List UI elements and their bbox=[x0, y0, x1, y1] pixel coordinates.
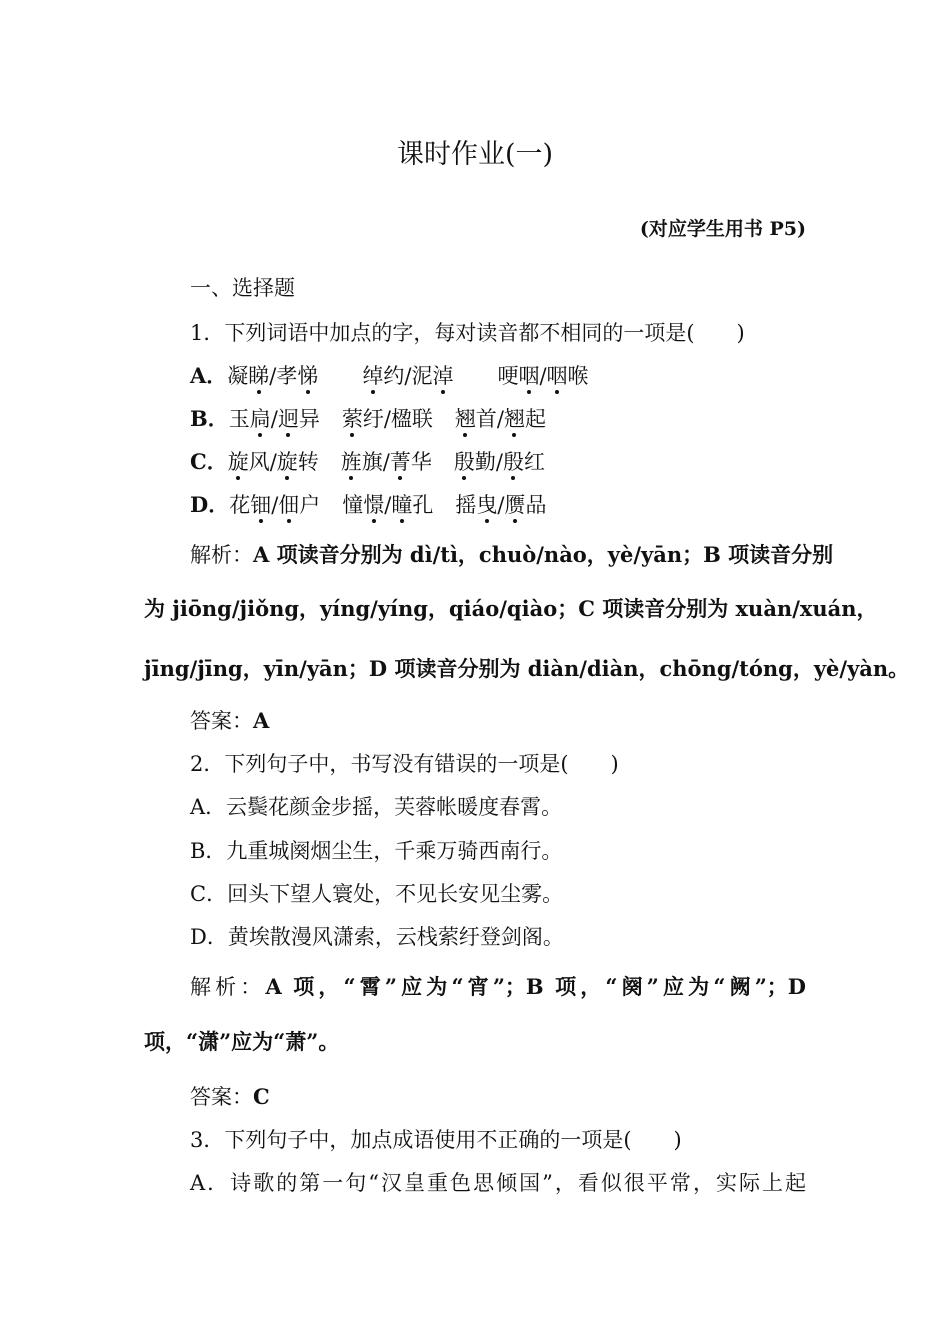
word-pair: 旌旗/菁华 bbox=[341, 450, 432, 474]
dotted-char: 睇 bbox=[248, 361, 269, 391]
dotted-char: 迥 bbox=[278, 404, 299, 434]
dotted-char: 扃 bbox=[250, 404, 271, 434]
section-heading: 一、选择题 bbox=[190, 276, 295, 300]
dotted-char: 憬 bbox=[363, 490, 384, 520]
textbook-reference: (对应学生用书 P5) bbox=[639, 218, 806, 240]
option-label: B． bbox=[190, 406, 229, 431]
answer-value: C bbox=[253, 1084, 270, 1109]
dotted-char: 殷 bbox=[454, 447, 475, 477]
word-pair: 萦纡/楹联 bbox=[342, 407, 433, 431]
dotted-char: 钿 bbox=[250, 490, 271, 520]
dotted-char: 佃 bbox=[278, 490, 299, 520]
question-1-analysis bbox=[190, 540, 834, 570]
page-title: 课时作业(一) bbox=[396, 139, 554, 170]
word-pair: 翘首/翘起 bbox=[455, 407, 546, 431]
question-1-option-a bbox=[190, 361, 589, 391]
word-pair: 玉扃/迥异 bbox=[229, 407, 320, 431]
dotted-char: 旋 bbox=[277, 447, 298, 477]
question-1-option-b bbox=[190, 404, 546, 434]
dotted-char: 咽 bbox=[547, 361, 568, 391]
option-label: C． bbox=[190, 449, 228, 474]
dotted-char: 菁 bbox=[390, 447, 411, 477]
option-label: A． bbox=[190, 363, 228, 388]
word-pair: 绰约/泥淖 bbox=[362, 364, 453, 388]
question-2-stem: 2．下列句子中，书写没有错误的一项是( ) bbox=[190, 752, 619, 776]
dotted-char: 翘 bbox=[455, 404, 476, 434]
question-2-option-c: C．回头下望人寰处，不见长安见尘雾。 bbox=[190, 882, 564, 906]
word-pair: 殷勤/殷红 bbox=[454, 450, 545, 474]
dotted-char: 曳 bbox=[476, 490, 497, 520]
dotted-char: 翘 bbox=[504, 404, 525, 434]
question-1-option-c bbox=[190, 447, 545, 477]
word-pair: 哽咽/咽喉 bbox=[497, 364, 588, 388]
dotted-char: 咽 bbox=[518, 361, 539, 391]
dotted-char: 淖 bbox=[432, 361, 453, 391]
word-pair: 旋风/旋转 bbox=[228, 450, 319, 474]
question-2-analysis-cont: 项，“潇”应为“萧”。 bbox=[144, 1029, 340, 1054]
answer-label: 答案： bbox=[190, 709, 253, 733]
question-1-answer bbox=[190, 706, 269, 736]
answer-label: 答案： bbox=[190, 1085, 253, 1109]
analysis-label: 解析： bbox=[190, 975, 266, 999]
word-pair: 凝睇/孝悌 bbox=[227, 364, 318, 388]
question-2-analysis bbox=[190, 972, 806, 1002]
question-1-analysis-cont: jīng/jīng，yīn/yān；D 项读音分别为 diàn/diàn，chōng/tóng，yè/yàn。 bbox=[144, 656, 910, 681]
question-1-option-d bbox=[190, 490, 546, 520]
question-3-stem: 3．下列句子中，加点成语使用不正确的一项是( ) bbox=[190, 1128, 682, 1152]
dotted-char: 绰 bbox=[362, 361, 383, 391]
analysis-text: A 项，“霄”应为“宵”；B 项，“阕”应为“阙”；D bbox=[265, 974, 807, 999]
analysis-text: A 项读音分别为 dì/tì，chuò/nào，yè/yān；B 项读音分别 bbox=[253, 542, 834, 567]
dotted-char: 旌 bbox=[341, 447, 362, 477]
dotted-char: 旋 bbox=[228, 447, 249, 477]
word-pair: 花钿/佃户 bbox=[229, 493, 320, 517]
question-1-stem: 1．下列词语中加点的字，每对读音都不相同的一项是( ) bbox=[190, 321, 745, 345]
answer-value: A bbox=[253, 708, 270, 733]
dotted-char: 瞳 bbox=[391, 490, 412, 520]
word-pair: 憧憬/瞳孔 bbox=[342, 493, 433, 517]
dotted-char: 悌 bbox=[297, 361, 318, 391]
dotted-char: 殷 bbox=[503, 447, 524, 477]
question-3-option-a: A．诗歌的第一句“汉皇重色思倾国”，看似很平常，实际上起 bbox=[190, 1171, 806, 1195]
dotted-char: 萦 bbox=[342, 404, 363, 434]
question-2-option-d: D．黄埃散漫风潇索，云栈萦纡登剑阁。 bbox=[190, 925, 564, 949]
question-1-analysis-cont: 为 jiōng/jiǒng，yíng/yíng，qiáo/qiào；C 项读音分别为 xuàn/xuán， bbox=[144, 596, 878, 621]
word-pair: 摇曳/赝品 bbox=[455, 493, 546, 517]
analysis-label: 解析： bbox=[190, 543, 253, 567]
option-label: D． bbox=[190, 492, 230, 517]
dotted-char: 赝 bbox=[504, 490, 525, 520]
question-2-answer bbox=[190, 1082, 270, 1112]
question-2-option-b: B．九重城阕烟尘生，千乘万骑西南行。 bbox=[190, 839, 563, 863]
question-2-option-a: A．云鬓花颜金步摇，芙蓉帐暖度春霄。 bbox=[190, 795, 563, 819]
